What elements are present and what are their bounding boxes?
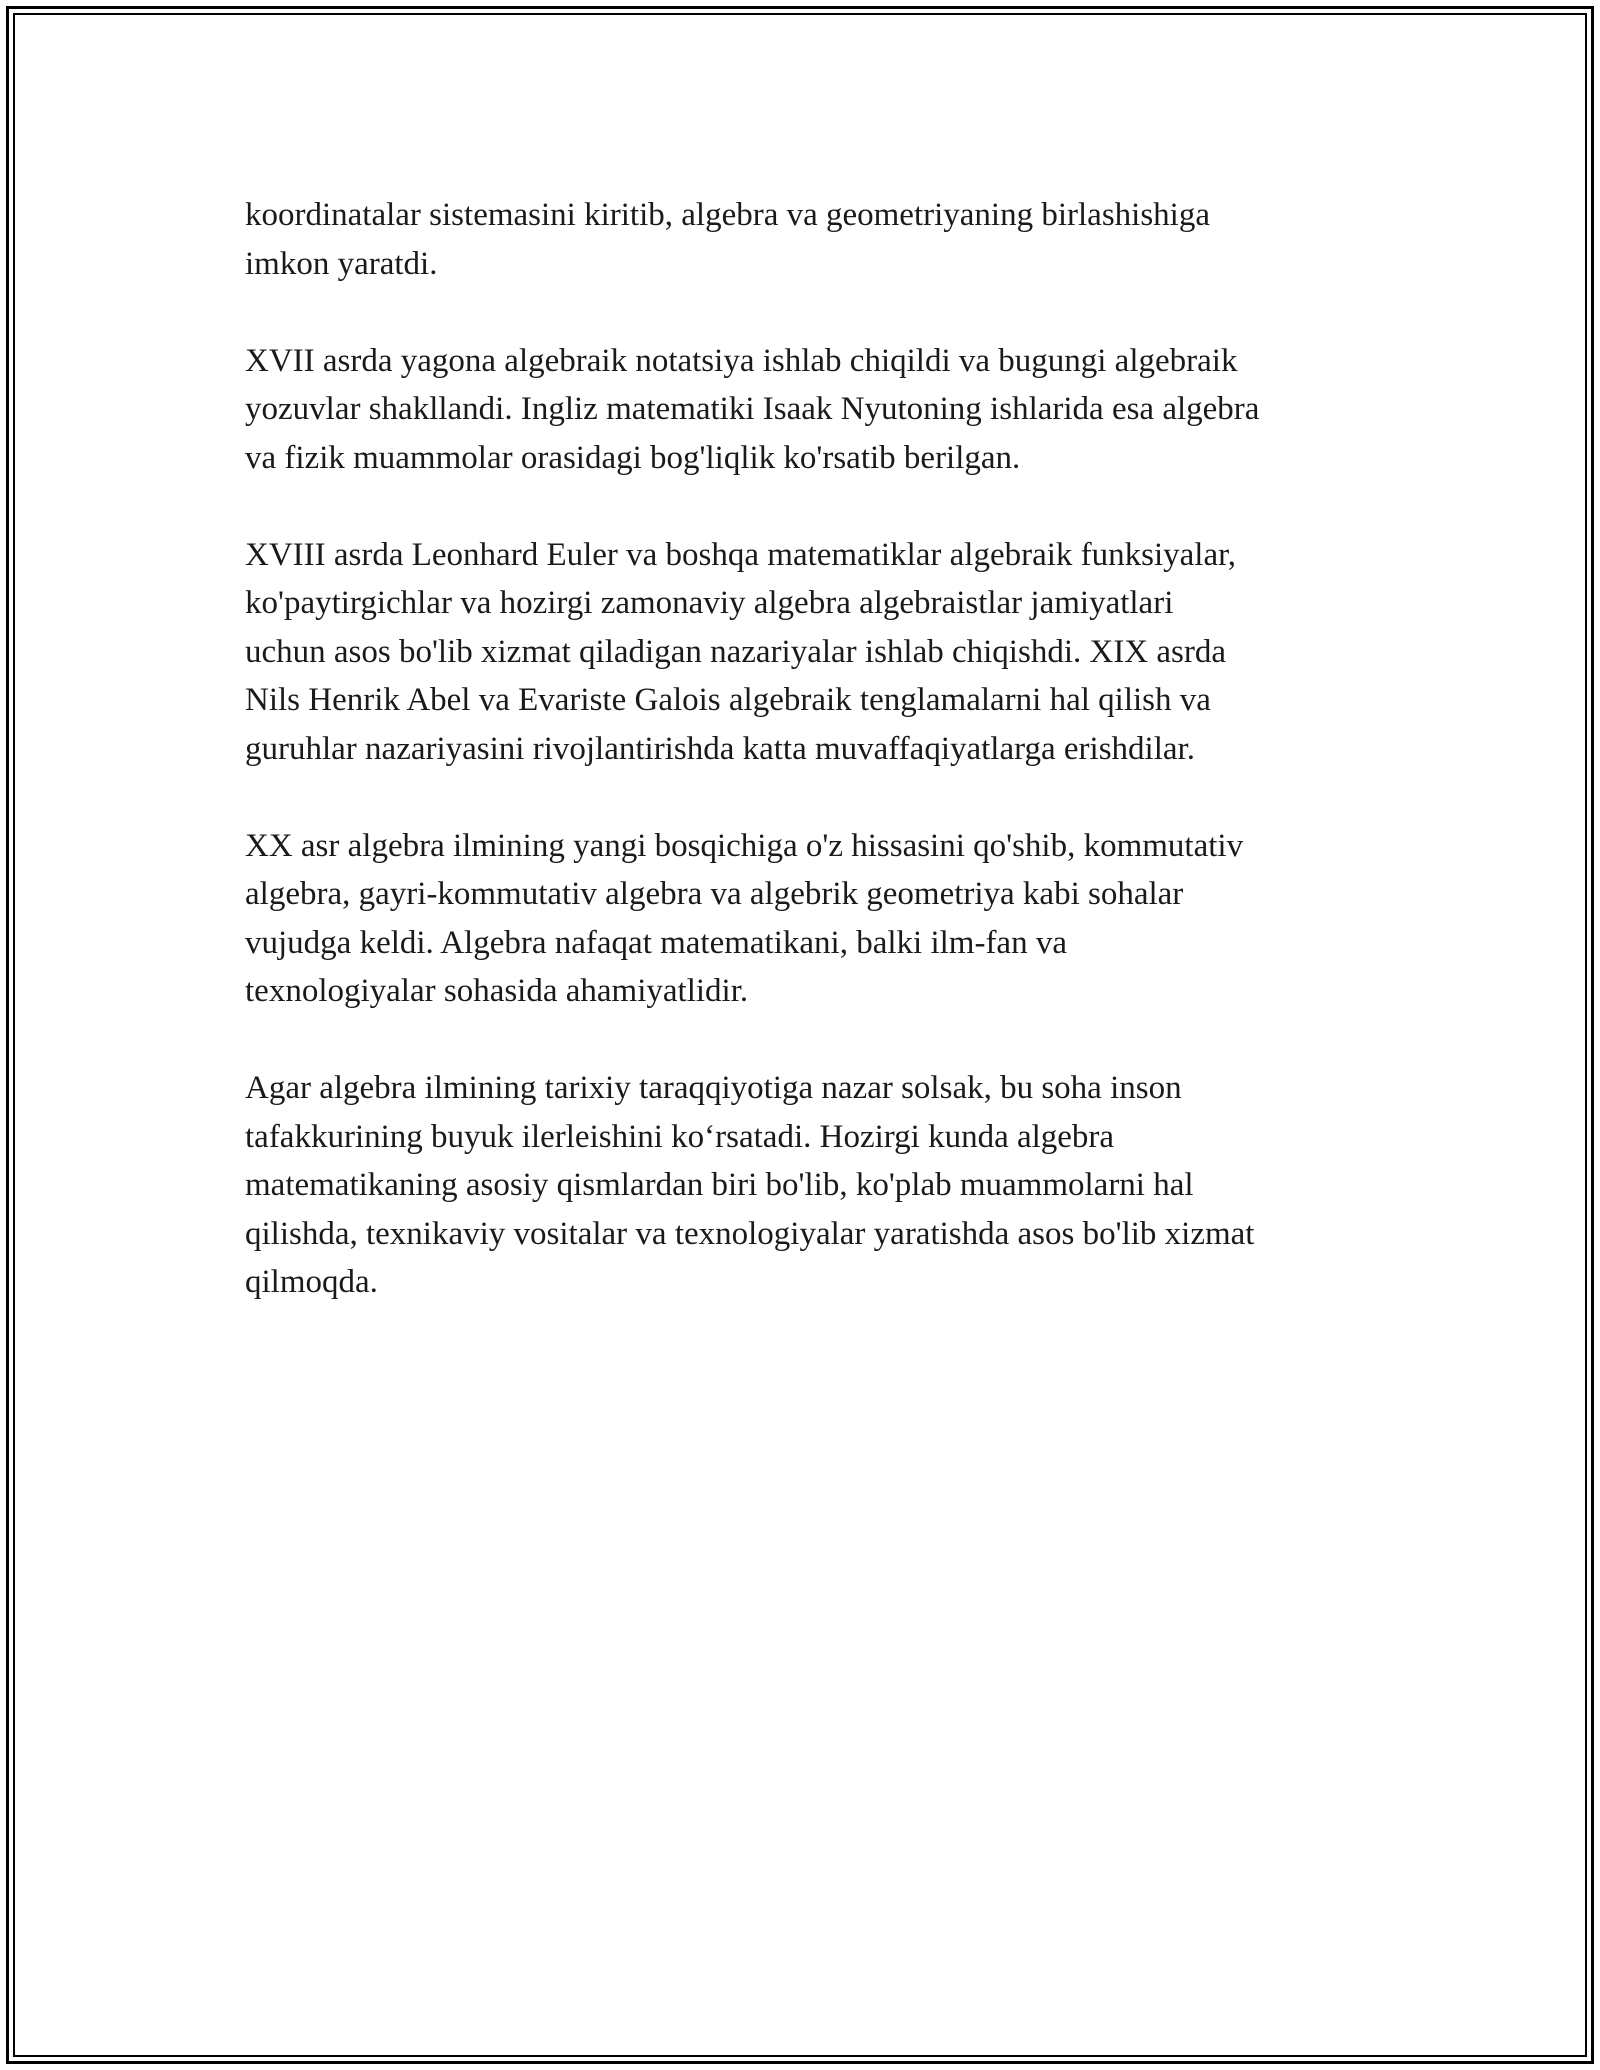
- paragraph-2: [245, 337, 1395, 483]
- text-line: yozuvlar shakllandi. Ingliz matematiki Isaak Nyutoning ishlarida esa algebra: [245, 391, 1260, 427]
- text-line: koordinatalar sistemasini kiritib, algebra va geometriyaning birlashishiga: [245, 197, 1210, 233]
- text-line: vujudga keldi. Algebra nafaqat matematikani, balki ilm-fan va: [245, 924, 1067, 961]
- text-line: matematikaning asosiy qismlardan biri bo'lib, ko'plab muammolarni hal: [245, 1167, 1194, 1203]
- text-line: qilishda, texnikaviy vositalar va texnologiyalar yaratishda asos bo'lib xizmat: [245, 1215, 1255, 1252]
- paragraph-4: [245, 822, 1395, 1016]
- text-line: qilmoqda.: [245, 1264, 378, 1300]
- page-border: [6, 6, 1594, 2064]
- paragraph-1: [245, 191, 1395, 288]
- text-line: XVIII asrda Leonhard Euler va boshqa matematiklar algebraik funksiyalar,: [245, 536, 1237, 573]
- text-line: uchun asos bo'lib xizmat qiladigan nazariyalar ishlab chiqishdi. XIX asrda: [245, 633, 1227, 670]
- text-line: imkon yaratdi.: [245, 245, 438, 282]
- text-line: texnologiyalar sohasida ahamiyatlidir.: [245, 973, 749, 1009]
- text-line: XX asr algebra ilmining yangi bosqichiga o'z hissasini qo'shib, kommutativ: [245, 827, 1244, 864]
- paragraph-5: [245, 1064, 1395, 1307]
- text-line: ko'paytirgichlar va hozirgi zamonaviy algebra algebraistlar jamiyatlari: [245, 585, 1174, 621]
- paragraph-3: [245, 531, 1395, 774]
- text-line: Nils Henrik Abel va Evariste Galois algebraik tenglamalarni hal qilish va: [245, 682, 1211, 718]
- text-line: tafakkurining buyuk ilerleishini ko‘rsatadi. Hozirgi kunda algebra: [245, 1118, 1115, 1155]
- text-line: guruhlar nazariyasini rivojlantirishda katta muvaffaqiyatlarga erishdilar.: [245, 730, 1195, 767]
- text-line: XVII asrda yagona algebraik notatsiya ishlab chiqildi va bugungi algebraik: [245, 342, 1238, 379]
- text-line: algebra, gayri-kommutativ algebra va algebrik geometriya kabi sohalar: [245, 876, 1184, 912]
- text-line: Agar algebra ilmining tarixiy taraqqiyotiga nazar solsak, bu soha inson: [245, 1070, 1182, 1106]
- text-line: va fizik muammolar orasidagi bog'liqlik ko'rsatib berilgan.: [245, 439, 1021, 476]
- document-body: [245, 191, 1395, 1355]
